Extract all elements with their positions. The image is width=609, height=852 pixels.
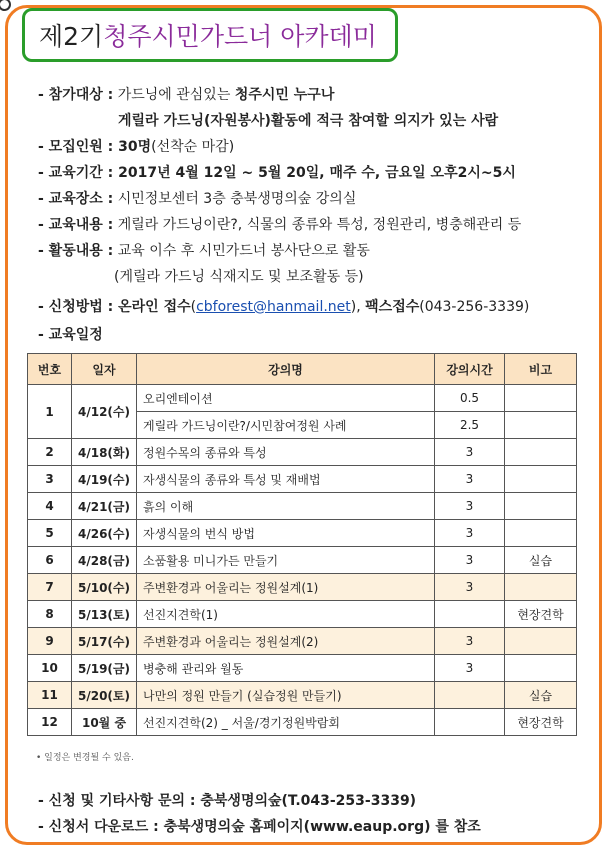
cell-no: 4 — [28, 493, 72, 520]
title-highlight: 청주시민가드너 아카데미 — [103, 22, 377, 51]
apply-label: - 신청방법 : 온라인 접수 — [38, 299, 191, 315]
poster-title — [22, 8, 398, 62]
cell-lecture: 게릴라 가드닝이란?/시민참여정원 사례 — [137, 412, 435, 439]
cell-hours: 3 — [435, 439, 505, 466]
schedule-label: - 교육일정 — [38, 327, 103, 343]
cell-hours: 3 — [435, 628, 505, 655]
cell-no: 9 — [28, 628, 72, 655]
content-value: 게릴라 가드닝이란?, 식물의 종류와 특성, 정원관리, 병충해관리 등 — [113, 217, 522, 233]
content-row — [38, 216, 521, 234]
cell-hours — [435, 601, 505, 628]
apply-paren-open: ( — [190, 299, 197, 315]
apply-row — [38, 298, 529, 316]
cell-date: 4/28(금) — [72, 547, 137, 574]
table-header-row — [28, 354, 577, 385]
cell-lecture: 흙의 이해 — [137, 493, 435, 520]
table-row — [28, 466, 577, 493]
cell-lecture: 병충해 관리와 월동 — [137, 655, 435, 682]
table-row — [28, 682, 577, 709]
recruit-value: 30명 — [113, 139, 152, 155]
cell-hours: 3 — [435, 466, 505, 493]
download-line: - 신청서 다운로드 : 충북생명의숲 홈페이지(www.eaup.org) 를 참조 — [38, 819, 481, 835]
cell-no: 2 — [28, 439, 72, 466]
cell-date: 4/19(수) — [72, 466, 137, 493]
apply-paren-close: ), — [350, 299, 366, 315]
activity-label: - 활동내용 : — [38, 243, 114, 259]
cell-note — [505, 628, 577, 655]
header-no: 번호 — [28, 354, 72, 385]
activity-row — [38, 242, 370, 260]
cell-no: 1 — [28, 385, 72, 439]
cell-note: 현장견학 — [505, 601, 577, 628]
cell-date: 5/17(수) — [72, 628, 137, 655]
activity-line2: (게릴라 가드닝 식재지도 및 보조활동 등) — [114, 269, 364, 285]
table-row — [28, 385, 577, 412]
cell-hours: 3 — [435, 547, 505, 574]
cell-lecture: 선진지견학(2) _ 서울/경기정원박람회 — [137, 709, 435, 736]
inquiry-line: - 신청 및 기타사항 문의 : 충북생명의숲(T.043-253-3339) — [38, 793, 417, 809]
cell-lecture: 주변환경과 어울리는 정원설계(1) — [137, 574, 435, 601]
table-row — [28, 439, 577, 466]
cell-date: 5/13(토) — [72, 601, 137, 628]
schedule-table — [27, 353, 577, 736]
cell-hours: 0.5 — [435, 385, 505, 412]
header-note: 비고 — [505, 354, 577, 385]
target-row — [38, 86, 334, 104]
table-row — [28, 655, 577, 682]
table-row — [28, 574, 577, 601]
cell-note — [505, 493, 577, 520]
cell-no: 10 — [28, 655, 72, 682]
cell-date: 5/10(수) — [72, 574, 137, 601]
table-row — [28, 628, 577, 655]
cell-hours — [435, 709, 505, 736]
cell-no: 6 — [28, 547, 72, 574]
header-hours: 강의시간 — [435, 354, 505, 385]
cell-note — [505, 520, 577, 547]
target-label: - 참가대상 : — [38, 87, 114, 103]
cell-date: 10월 중 — [72, 709, 137, 736]
ring-hole-icon — [0, 0, 11, 11]
cell-lecture: 소품활용 미니가든 만들기 — [137, 547, 435, 574]
cell-hours: 3 — [435, 655, 505, 682]
title-prefix: 제2기 — [39, 22, 104, 51]
period-row — [38, 164, 516, 182]
cell-lecture: 주변환경과 어울리는 정원설계(2) — [137, 628, 435, 655]
apply-fax: (043-256-3339) — [419, 299, 530, 315]
cell-note — [505, 412, 577, 439]
table-row — [28, 601, 577, 628]
table-row — [28, 520, 577, 547]
recruit-label: - 모집인원 : — [38, 139, 114, 155]
cell-hours — [435, 682, 505, 709]
table-row — [28, 493, 577, 520]
cell-date: 5/20(토) — [72, 682, 137, 709]
cell-hours: 3 — [435, 493, 505, 520]
cell-lecture: 자생식물의 번식 방법 — [137, 520, 435, 547]
cell-lecture: 선진지견학(1) — [137, 601, 435, 628]
cell-date: 4/21(금) — [72, 493, 137, 520]
cell-no: 5 — [28, 520, 72, 547]
recruit-note: (선착순 마감) — [151, 139, 235, 155]
cell-date: 4/26(수) — [72, 520, 137, 547]
place-label: - 교육장소 : — [38, 191, 114, 207]
apply-email-link[interactable]: cbforest@hanmail.net — [196, 299, 351, 315]
table-row — [28, 709, 577, 736]
cell-lecture: 자생식물의 종류와 특성 및 재배법 — [137, 466, 435, 493]
cell-no: 12 — [28, 709, 72, 736]
cell-note — [505, 439, 577, 466]
cell-date: 5/19(금) — [72, 655, 137, 682]
cell-hours: 3 — [435, 574, 505, 601]
content-label: - 교육내용 : — [38, 217, 114, 233]
cell-no: 11 — [28, 682, 72, 709]
schedule-note: • 일정은 변경될 수 있음. — [36, 753, 134, 763]
cell-note: 실습 — [505, 547, 577, 574]
cell-lecture: 정원수목의 종류와 특성 — [137, 439, 435, 466]
cell-hours: 2.5 — [435, 412, 505, 439]
target-text: 가드닝에 관심있는 — [113, 87, 235, 103]
cell-note: 현장견학 — [505, 709, 577, 736]
place-row — [38, 190, 356, 208]
activity-value: 교육 이수 후 시민가드너 봉사단으로 활동 — [113, 243, 370, 259]
cell-note — [505, 385, 577, 412]
cell-no: 3 — [28, 466, 72, 493]
period-value: 2017년 4월 12일 ~ 5월 20일, 매주 수, 금요일 오후2시~5시 — [113, 165, 516, 181]
cell-note — [505, 574, 577, 601]
target-highlight: 청주시민 누구나 — [234, 87, 335, 103]
table-row — [28, 547, 577, 574]
cell-hours: 3 — [435, 520, 505, 547]
cell-no: 8 — [28, 601, 72, 628]
place-value: 시민정보센터 3층 충북생명의숲 강의실 — [113, 191, 357, 207]
cell-lecture: 나만의 정원 만들기 (실습정원 만들기) — [137, 682, 435, 709]
header-lecture: 강의명 — [137, 354, 435, 385]
header-date: 일자 — [72, 354, 137, 385]
period-label: - 교육기간 : — [38, 165, 114, 181]
cell-date: 4/18(화) — [72, 439, 137, 466]
cell-note: 실습 — [505, 682, 577, 709]
target-line2: 게릴라 가드닝(자원봉사)활동에 적극 참여할 의지가 있는 사람 — [118, 113, 499, 129]
cell-note — [505, 655, 577, 682]
cell-no: 7 — [28, 574, 72, 601]
cell-date: 4/12(수) — [72, 385, 137, 439]
apply-fax-label: 팩스접수 — [365, 299, 420, 315]
recruit-row — [38, 138, 234, 156]
cell-note — [505, 466, 577, 493]
cell-lecture: 오리엔테이션 — [137, 385, 435, 412]
